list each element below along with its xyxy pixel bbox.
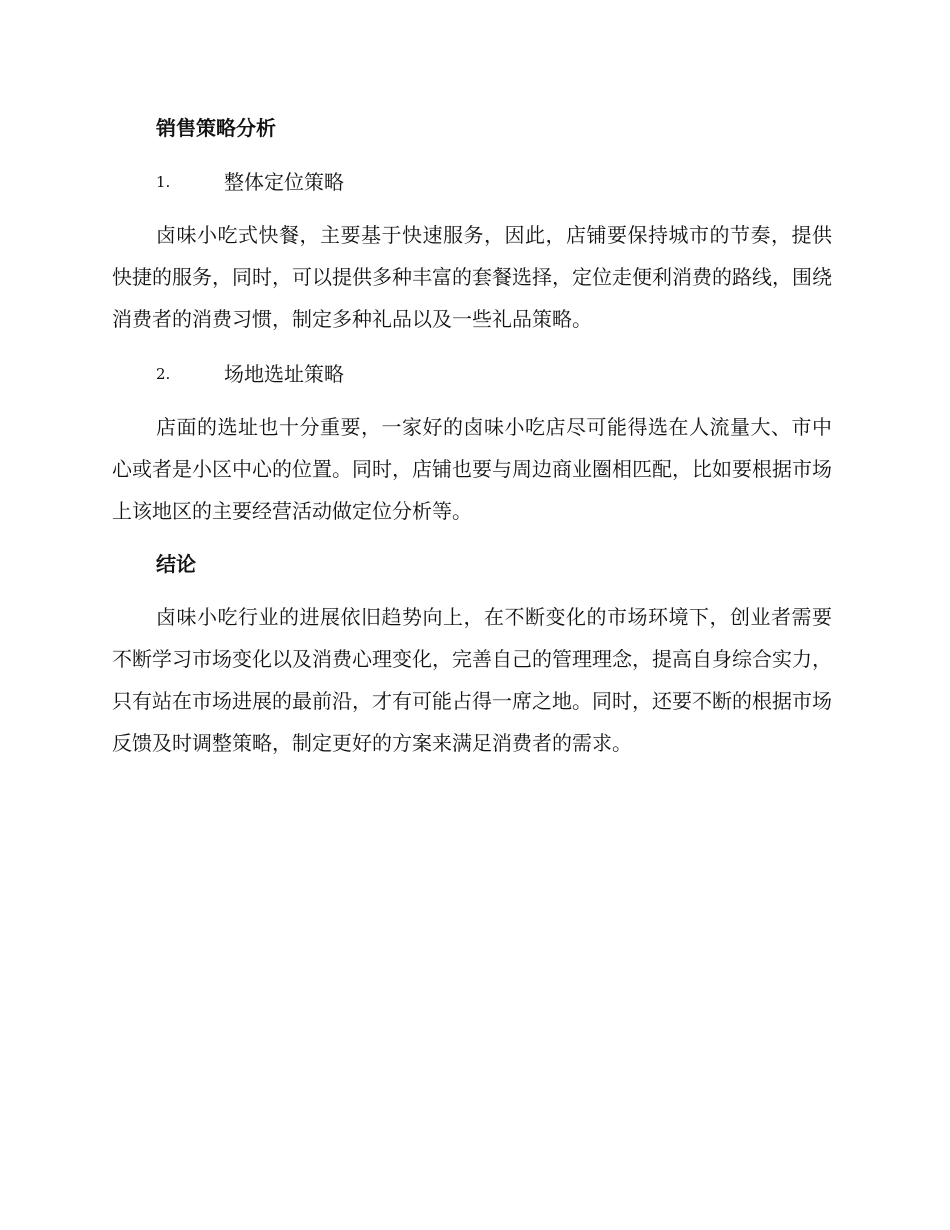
list-number: 2. bbox=[156, 365, 171, 383]
section-heading-conclusion: 结论 bbox=[156, 552, 196, 576]
paragraph-site-selection-strategy: 店面的选址也十分重要，一家好的卤味小吃店尽可能得选在人流量大、市中心或者是小区中心的位置。同时，店铺也要与周边商业圈相匹配，比如要根据市场上该地区的主要经营活动做定位分析等。 bbox=[112, 415, 832, 523]
subheading-label: 场地选址策略 bbox=[224, 362, 344, 386]
subheading-positioning-strategy bbox=[112, 162, 832, 202]
list-number: 1. bbox=[156, 173, 171, 191]
paragraph-positioning-strategy: 卤味小吃式快餐，主要基于快速服务，因此，店铺要保持城市的节奏，提供快捷的服务，同时，可以提供多种丰富的套餐选择，定位走便利消费的路线，围绕消费者的消费习惯，制定多种礼品以及一些礼品策略。 bbox=[112, 223, 832, 331]
section-heading-sales-strategy: 销售策略分析 bbox=[156, 116, 276, 140]
subheading-label: 整体定位策略 bbox=[224, 170, 344, 194]
paragraph-conclusion: 卤味小吃行业的进展依旧趋势向上，在不断变化的市场环境下，创业者需要不断学习市场变化以及消费心理变化，完善自己的管理理念，提高自身综合实力，只有站在市场进展的最前沿，才有可能占得一席之地。同时，还要不断的根据市场反馈及时调整策略，制定更好的方案来满足消费者的需求。 bbox=[112, 605, 832, 755]
subheading-site-selection-strategy bbox=[112, 354, 832, 394]
document-content bbox=[112, 108, 832, 764]
